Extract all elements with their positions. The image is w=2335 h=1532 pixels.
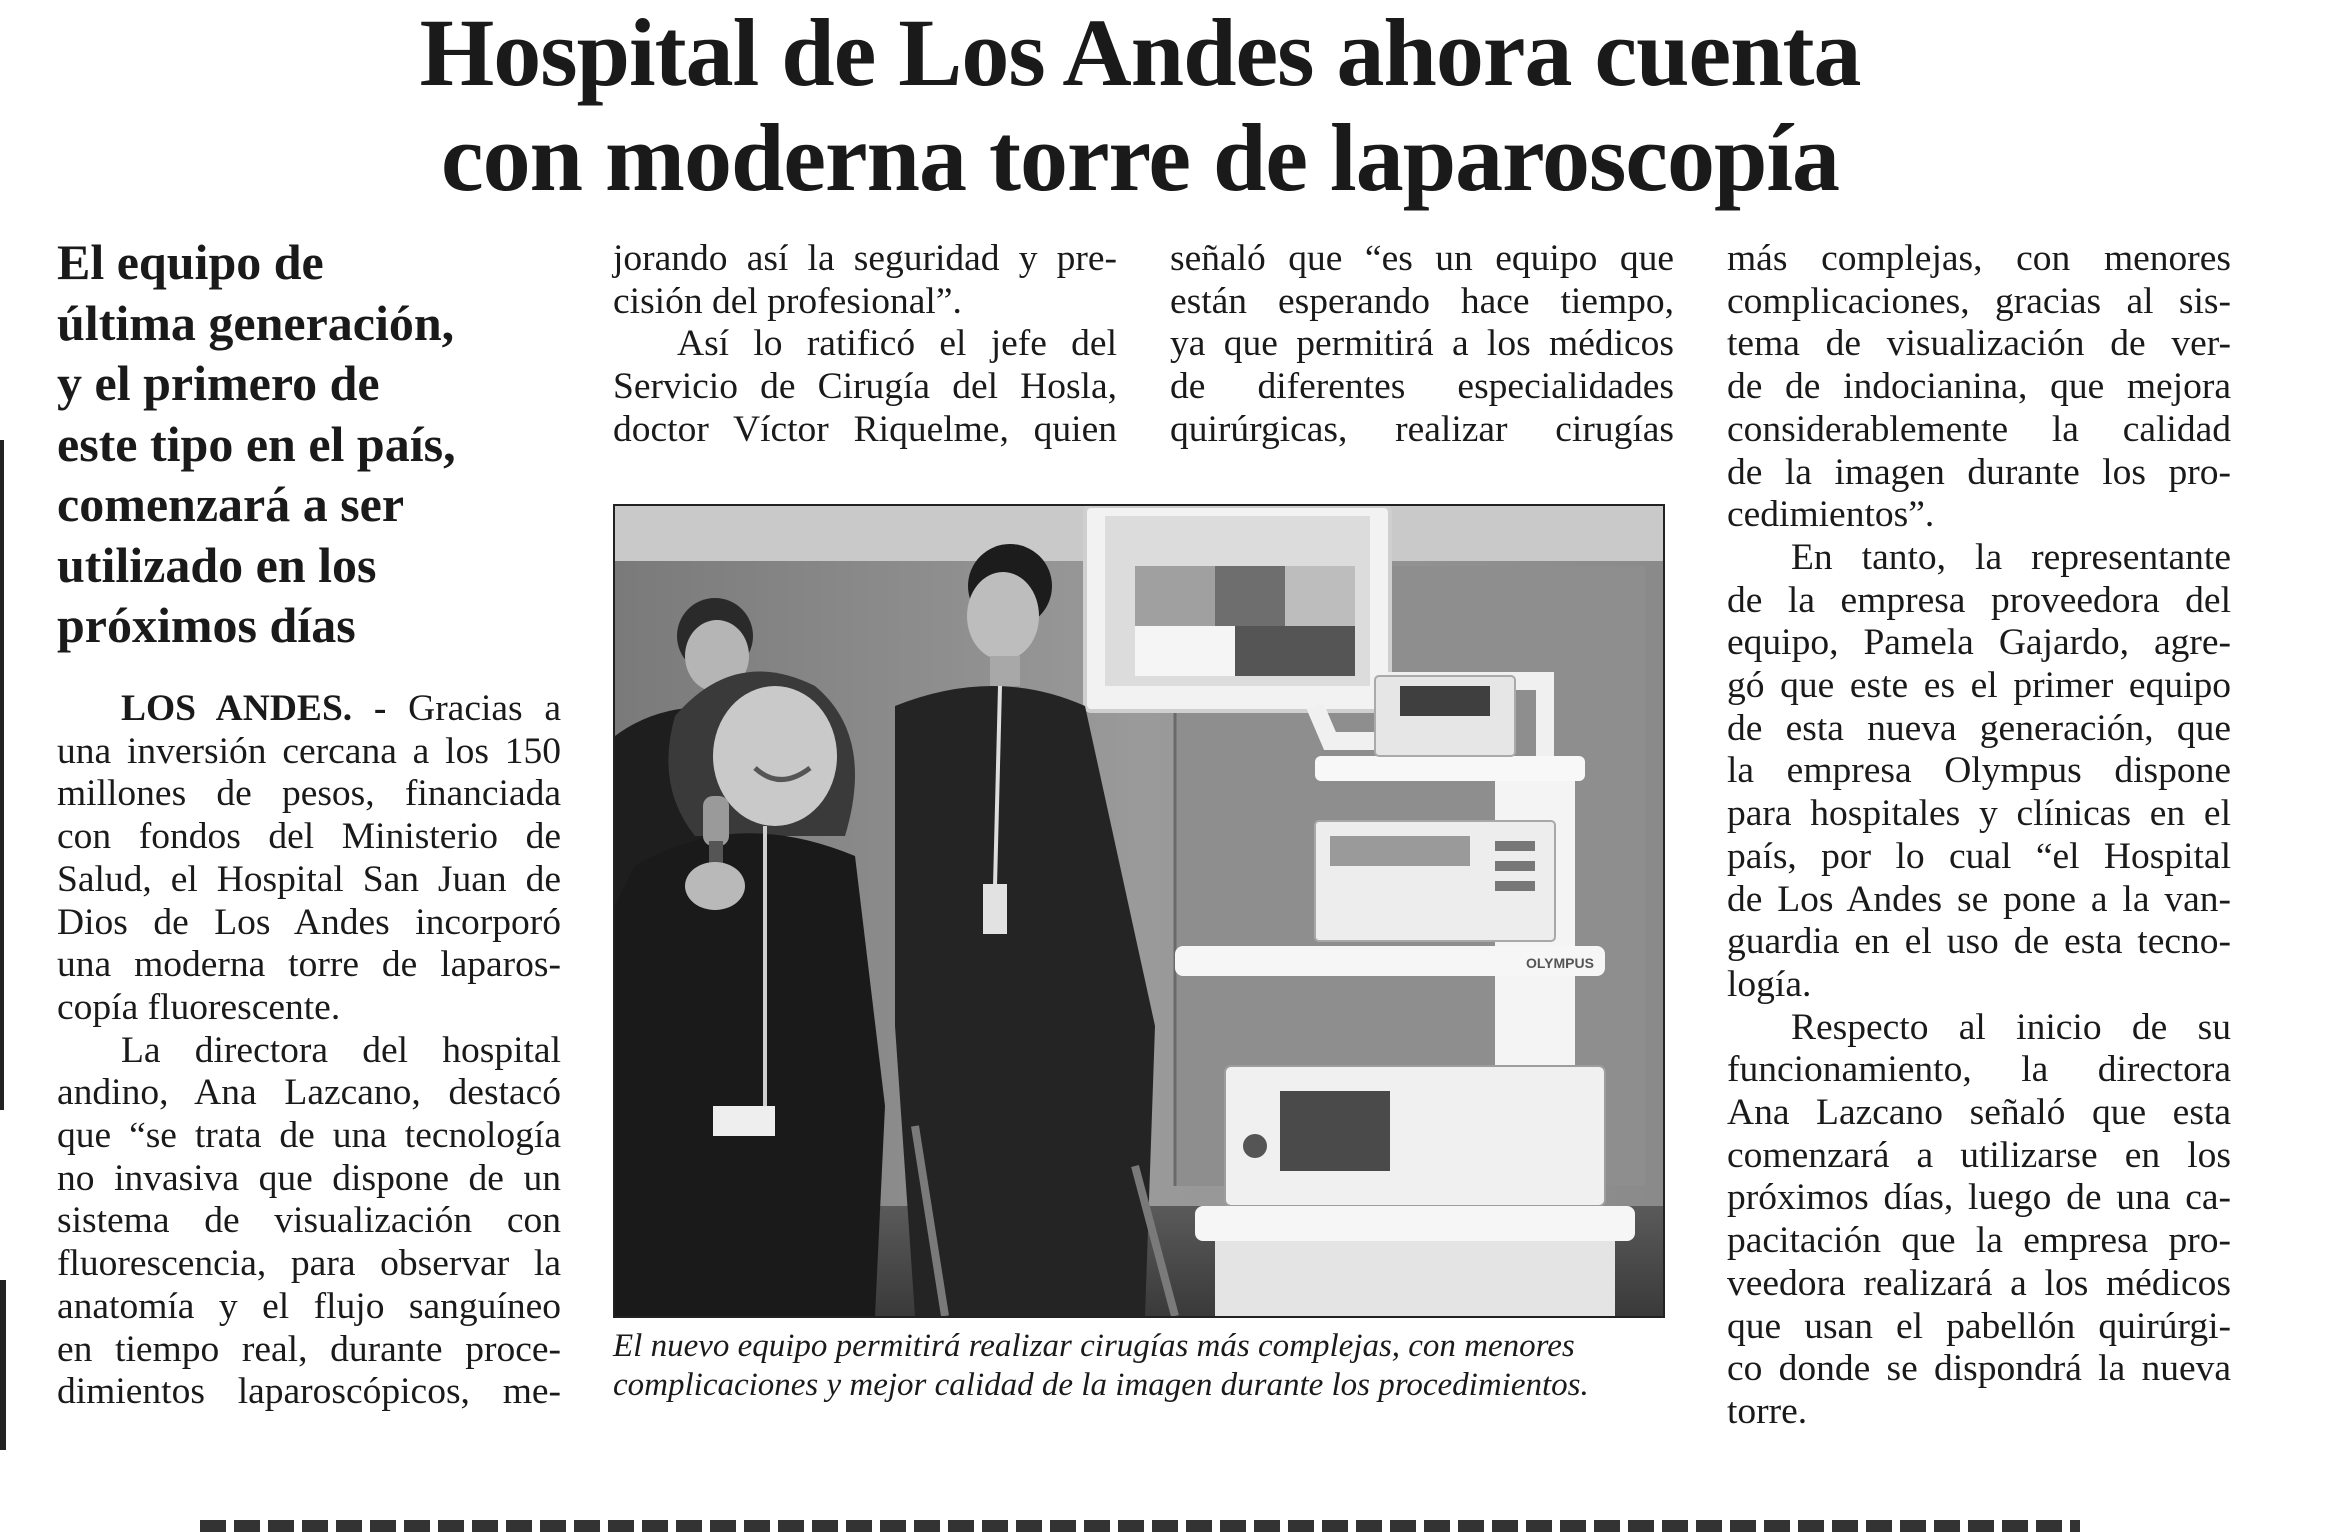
body-line: para hospitales y clínicas en el bbox=[1727, 793, 2231, 835]
monitor-test-block bbox=[1135, 566, 1215, 626]
body-line: jorando así la seguridad y pre- bbox=[613, 238, 1117, 279]
headline-line: Hospital de Los Andes ahora cuenta bbox=[419, 0, 1861, 106]
subhead-line: última generación, bbox=[57, 294, 455, 351]
subhead-line: y el primero de bbox=[57, 355, 380, 411]
monitor-test-block bbox=[1285, 566, 1355, 626]
body-line: una inversión cercana a los 150 bbox=[57, 730, 561, 772]
processor-button bbox=[1495, 881, 1535, 891]
body-line: señaló que “es un equipo que bbox=[1170, 238, 1674, 279]
body-line: co donde se dispondrá la nueva bbox=[1727, 1348, 2231, 1390]
monitor-test-block bbox=[1235, 626, 1355, 676]
subhead-line: este tipo en el país, bbox=[57, 415, 456, 472]
body-line: Así lo ratificó el jefe del bbox=[677, 323, 1117, 365]
body-column-3 bbox=[1170, 238, 1674, 452]
body-line: quirúrgicas, realizar cirugías bbox=[1170, 408, 1674, 450]
id-badge bbox=[713, 1106, 775, 1136]
person-face bbox=[713, 686, 837, 826]
body-line: tema de visualización de ver- bbox=[1727, 323, 2231, 365]
body-line: de Los Andes se pone a la van- bbox=[1727, 878, 2231, 920]
body-line: pacitación que la empresa pro- bbox=[1727, 1220, 2231, 1262]
body-line: de la imagen durante los pro- bbox=[1727, 451, 2231, 493]
processor-buttons bbox=[1495, 841, 1535, 891]
body-line: más complejas, con menores bbox=[1727, 238, 2231, 279]
tower-base bbox=[1215, 1241, 1615, 1316]
body-line: andino, Ana Lazcano, destacó bbox=[57, 1072, 561, 1114]
body-line: la empresa Olympus dispone bbox=[1727, 750, 2231, 792]
body-line: gó que este es el primer equipo bbox=[1727, 665, 2231, 707]
tower-shelf bbox=[1315, 756, 1585, 781]
body-line: considerablemente la calidad bbox=[1727, 408, 2231, 450]
body-line: Respecto al inicio de su bbox=[1791, 1006, 2231, 1048]
body-line: cedimientos”. bbox=[1727, 494, 1935, 536]
processor-display bbox=[1330, 836, 1470, 866]
body-text: Gracias a bbox=[386, 688, 561, 729]
subhead-line: El equipo de bbox=[57, 234, 324, 290]
body-line: que usan el pabellón quirúrgi- bbox=[1727, 1305, 2231, 1347]
body-line: torre. bbox=[1727, 1390, 1808, 1432]
body-line: próximos días, luego de una ca- bbox=[1727, 1177, 2231, 1219]
body-column-4 bbox=[1727, 238, 2231, 1434]
hand bbox=[685, 862, 745, 910]
person-jacket bbox=[615, 833, 885, 1316]
body-line: fluorescencia, para observar la bbox=[57, 1243, 561, 1285]
article-subhead bbox=[57, 232, 577, 656]
body-line: Servicio de Cirugía del Hosla, bbox=[613, 366, 1117, 408]
body-line: Salud, el Hospital San Juan de bbox=[57, 858, 561, 900]
power-knob bbox=[1243, 1134, 1267, 1158]
body-line: de de indocianina, que mejora bbox=[1727, 366, 2231, 408]
body-line: anatomía y el flujo sanguíneo bbox=[57, 1285, 561, 1327]
photo-caption bbox=[613, 1327, 1673, 1405]
tower-shelf bbox=[1195, 1206, 1635, 1241]
body-line: cisión del profesional”. bbox=[613, 280, 962, 322]
body-line: equipo, Pamela Gajardo, agre- bbox=[1727, 622, 2231, 664]
body-line: de diferentes especialidades bbox=[1170, 366, 1674, 408]
camera-unit-screen bbox=[1400, 686, 1490, 716]
person-face bbox=[967, 572, 1039, 660]
caption-line: complicaciones y mejor calidad de la imagen durante los procedimientos. bbox=[613, 1367, 1589, 1403]
body-line: dimientos laparoscópicos, me- bbox=[57, 1371, 561, 1413]
photo-illustration bbox=[615, 506, 1663, 1316]
body-line: Ana Lazcano señaló que esta bbox=[1727, 1092, 2231, 1134]
body-line: están esperando hace tiempo, bbox=[1170, 280, 1674, 322]
body-line: doctor Víctor Riquelme, quien bbox=[613, 408, 1117, 450]
body-line: de esta nueva generación, que bbox=[1727, 707, 2231, 749]
processor-button bbox=[1495, 861, 1535, 871]
id-badge bbox=[983, 884, 1007, 934]
body-line: logía. bbox=[1727, 963, 1812, 1005]
body-line: sistema de visualización con bbox=[57, 1200, 561, 1242]
next-headline-fragment bbox=[200, 1520, 2080, 1532]
body-line: una moderna torre de laparos- bbox=[57, 944, 561, 986]
body-line: país, por lo cual “el Hospital bbox=[1727, 835, 2231, 877]
article-photo bbox=[613, 504, 1665, 1318]
page-edge-mark bbox=[0, 1280, 6, 1450]
body-line: millones de pesos, financiada bbox=[57, 773, 561, 815]
body-column-1 bbox=[57, 688, 561, 1414]
subhead-line: comenzará a ser bbox=[57, 476, 405, 532]
body-line: comenzará a utilizarse en los bbox=[1727, 1134, 2231, 1176]
body-line: Dios de Los Andes incorporó bbox=[57, 901, 561, 943]
page-edge-mark bbox=[0, 440, 4, 1110]
body-line: La directora del hospital bbox=[121, 1029, 561, 1071]
body-line bbox=[57, 688, 561, 731]
microphone bbox=[703, 796, 729, 846]
body-line: no invasiva que dispone de un bbox=[57, 1157, 561, 1199]
body-line: de la empresa proveedora del bbox=[1727, 579, 2231, 621]
light-source-display bbox=[1280, 1091, 1390, 1171]
dateline: LOS ANDES. - bbox=[121, 688, 387, 729]
body-line: que “se trata de una tecnología bbox=[57, 1115, 561, 1157]
subhead-line: próximos días bbox=[57, 597, 356, 653]
person-neck bbox=[990, 656, 1020, 686]
monitor-test-block bbox=[1215, 566, 1285, 626]
subhead-line: utilizado en los bbox=[57, 536, 377, 593]
body-line: En tanto, la representante bbox=[1791, 536, 2231, 578]
headline-line: con moderna torre de laparoscopía bbox=[441, 104, 1839, 211]
body-column-2 bbox=[613, 238, 1117, 452]
body-line: guardia en el uso de esta tecno- bbox=[1727, 921, 2231, 963]
caption-line: El nuevo equipo permitirá realizar cirugías más complejas, con menores bbox=[613, 1328, 1575, 1364]
body-line: complicaciones, gracias al sis- bbox=[1727, 280, 2231, 322]
body-line: funcionamiento, la directora bbox=[1727, 1049, 2231, 1091]
body-line: ya que permitirá a los médicos bbox=[1170, 323, 1674, 365]
body-line: copía fluorescente. bbox=[57, 986, 341, 1028]
monitor-test-block bbox=[1135, 626, 1235, 676]
body-line: veedora realizará a los médicos bbox=[1727, 1262, 2231, 1304]
article-headline bbox=[200, 0, 2080, 210]
body-line: con fondos del Ministerio de bbox=[57, 816, 561, 858]
processor-button bbox=[1495, 841, 1535, 851]
body-line: en tiempo real, durante proce- bbox=[57, 1328, 561, 1370]
brand-label: OLYMPUS bbox=[1526, 955, 1594, 971]
